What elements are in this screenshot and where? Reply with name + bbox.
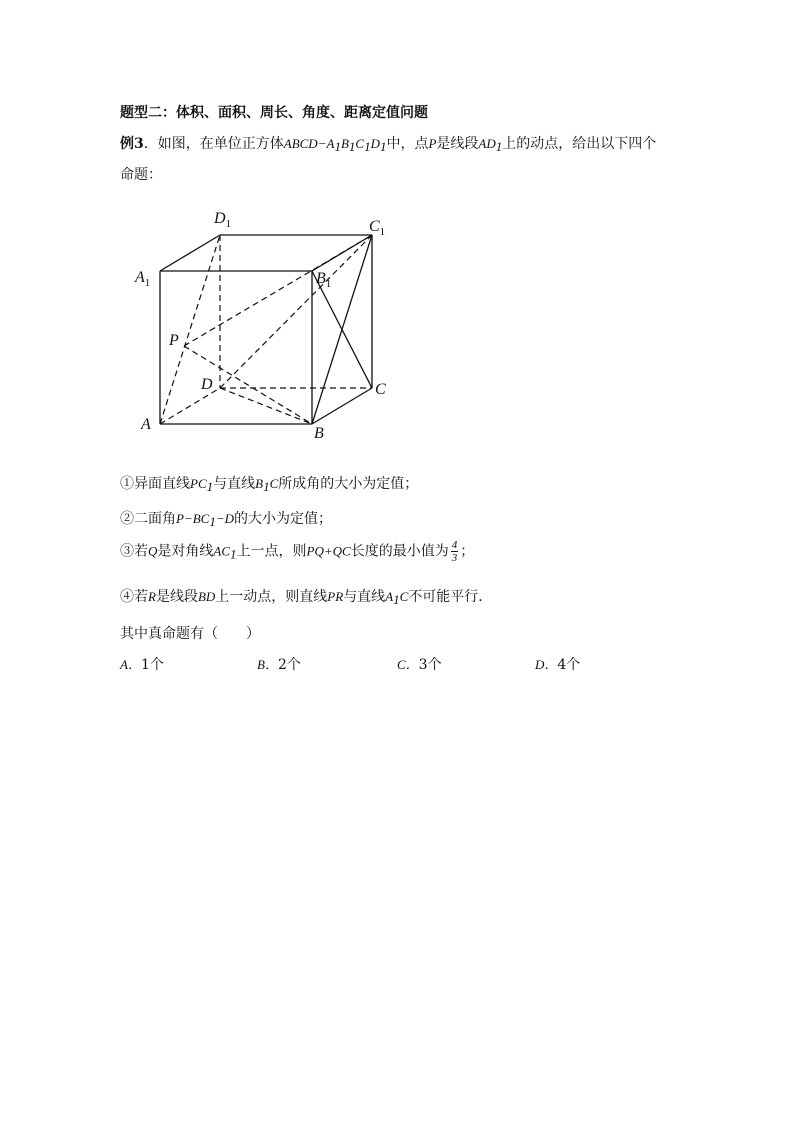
example-sep: ． [143, 136, 158, 152]
label-d1: $D_1$ [214, 210, 232, 230]
mark-4: ④ [120, 589, 134, 605]
option-a [120, 654, 164, 674]
option-text: 3个 [418, 657, 442, 673]
s1-pc1: PC [190, 476, 207, 491]
option-text: 1个 [140, 657, 164, 673]
s2-p: P [176, 511, 184, 526]
s4-text-a: 若 [134, 589, 148, 605]
s3-plus: + [323, 543, 333, 559]
sub: 1 [364, 139, 371, 154]
s3-denominator: 3 [451, 552, 458, 564]
s1-text-d: 所成角的大小为定值； [278, 476, 419, 492]
s2-dash: − [215, 511, 225, 526]
label-p: P [169, 332, 179, 349]
cube-b1: B [340, 136, 349, 151]
mark-1: ① [120, 476, 134, 492]
sub: 1 [209, 514, 216, 529]
label-b1: $B_1$ [316, 270, 332, 290]
edge-db [220, 388, 312, 424]
hidden-edges [160, 235, 372, 424]
label-a1: $A_1$ [135, 269, 151, 289]
sub: 1 [230, 546, 237, 562]
sub: 1 [348, 139, 356, 154]
cube-d1: D [370, 136, 380, 151]
s4-bd: BD [197, 589, 216, 604]
segment-ad1: AD [478, 136, 496, 151]
s1-text-a: 异面直线 [134, 476, 190, 492]
cube-dash: − [317, 136, 327, 151]
s3-pq: PQ [306, 543, 324, 559]
cube-c1: C [355, 136, 365, 151]
example-label: 例3 [120, 136, 144, 152]
sub: 1 [334, 139, 341, 154]
s3-qc: QC [332, 543, 351, 559]
s4-text-e: 不可能平行． [408, 589, 493, 605]
label-c: C [375, 381, 386, 398]
s2-text-a: 二面角 [134, 511, 176, 527]
statement-4 [120, 586, 492, 608]
mark-3: ③ [120, 543, 134, 560]
example-text-3: 是线段 [436, 136, 479, 152]
sub: 1 [393, 592, 400, 607]
mark-2: ② [120, 511, 134, 527]
label-d: D [201, 376, 213, 393]
example-text-1: 如图，在单位正方体 [157, 136, 284, 152]
cube-figure [0, 0, 794, 450]
option-b [257, 654, 301, 674]
s4-a1c-c: C [399, 589, 409, 604]
s3-text-d: 长度的最小值为 [350, 543, 449, 560]
s4-r: R [148, 589, 156, 604]
sub: 1 [495, 139, 503, 154]
sub: 1 [379, 139, 387, 154]
s4-a1c-a: A [385, 589, 394, 604]
statement-1 [120, 473, 418, 495]
section-title: 题型二：体积、面积、周长、角度、距离定值问题 [120, 105, 428, 121]
cube-a1: A [326, 136, 335, 151]
label-b: B [314, 425, 324, 442]
option-c [397, 654, 442, 674]
statement-3 [120, 539, 474, 564]
point-p: P [428, 136, 437, 151]
s1-b1c-b: B [255, 476, 264, 491]
option-text: 4个 [557, 657, 581, 673]
edge-ad [160, 388, 220, 424]
edge-bc [312, 388, 372, 424]
s4-text-c: 上一动点，则直线 [215, 589, 328, 605]
s2-bc1: BC [192, 511, 210, 526]
s3-numerator: 4 [451, 539, 458, 551]
label-c1: $C_1$ [369, 218, 386, 238]
option-d [535, 654, 580, 674]
edge-bc1 [312, 235, 372, 424]
example-text-5: 命题： [120, 167, 162, 183]
s4-text-d: 与直线 [343, 589, 386, 605]
example-text-2: 中，点 [386, 136, 429, 152]
sub: 1 [206, 479, 214, 494]
s2-dash: − [183, 511, 193, 526]
option-letter: D． [535, 657, 558, 672]
s2-text-b: 的大小为定值； [234, 511, 333, 527]
option-letter: C． [397, 657, 419, 672]
label-a: A [141, 416, 151, 433]
cube-name: ABCD [283, 136, 318, 151]
option-text: 2个 [277, 657, 301, 673]
statement-2 [120, 508, 332, 530]
s3-text-a: 若 [134, 543, 148, 560]
edge-a1d1 [160, 235, 220, 271]
s2-d: D [224, 511, 235, 526]
s3-text-b: 是对角线 [157, 543, 214, 560]
s3-fraction [451, 539, 459, 564]
s4-pr: PR [327, 589, 344, 604]
question-text: 其中真命题有（ ） [120, 626, 260, 642]
option-letter: A． [120, 657, 141, 672]
s3-q: Q [148, 543, 158, 559]
example-text-4: 上的动点，给出以下四个 [502, 136, 657, 152]
s3-text-e: ； [460, 543, 475, 560]
s3-text-c: 上一点，则 [236, 543, 307, 560]
edge-dc1 [220, 235, 372, 388]
s1-text-b: 与直线 [213, 476, 256, 492]
s4-text-b: 是线段 [155, 589, 198, 605]
s1-b1c-c: C [269, 476, 279, 491]
sub: 1 [263, 479, 270, 494]
s3-ac1: AC [213, 543, 231, 559]
option-letter: B． [257, 657, 278, 672]
